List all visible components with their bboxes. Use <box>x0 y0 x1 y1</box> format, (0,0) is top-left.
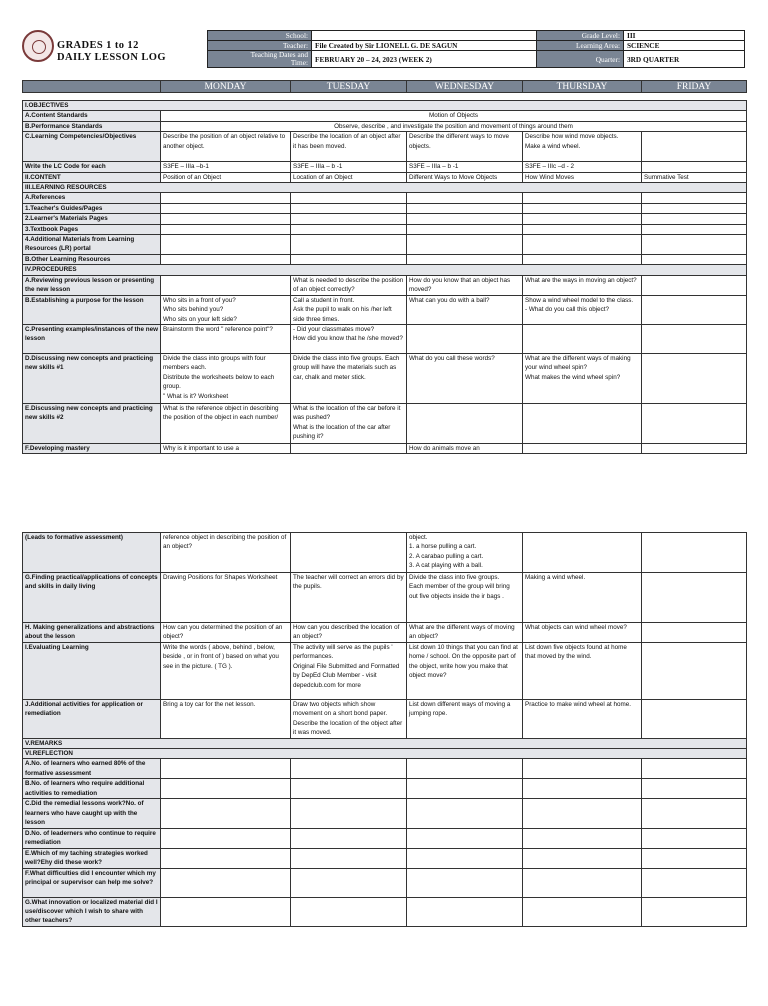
table-cell: Draw two objects which show movement on a short bond paper. Describe the location of the object after it was moved. <box>291 700 407 739</box>
day-header: WEDNESDAY <box>407 81 523 93</box>
table-cell: - Did your classmates move? How did you know that he /she moved? <box>291 324 407 353</box>
table-cell: Practice to make wind wheel at home. <box>523 700 642 739</box>
teacher-value: File Created by Sir LIONELL G. DE SAGUN <box>312 41 537 51</box>
row-label: A.No. of learners who earned 80% of the formative assessment <box>23 759 161 779</box>
table-cell <box>523 533 642 573</box>
table-cell: S3FE – IIIa – b -1 <box>291 162 407 172</box>
row-label: D.No. of leaderners who continue to require remediation <box>23 828 161 848</box>
table-cell <box>523 443 642 453</box>
row-label: Write the LC Code for each <box>23 162 161 172</box>
table-cell: How do you know that an object has moved? <box>407 275 523 295</box>
table-cell: Brainstorm the word " reference point"? <box>161 324 291 353</box>
table-cell <box>523 403 642 443</box>
table-cell: S3FE – IIIc –d - 2 <box>523 162 642 172</box>
table-cell: List down 10 things that you can find at home / school. On the opposite part of the object, write how you make that object move? <box>407 643 523 700</box>
row-label: J.Additional activities for application or remediation <box>23 700 161 739</box>
table-cell: What do you call these words? <box>407 353 523 403</box>
row-label: B.Establishing a purpose for the lesson <box>23 295 161 324</box>
table-cell: What is needed to describe the position of an object correctly? <box>291 275 407 295</box>
table-cell: Summative Test <box>642 172 747 182</box>
row-label: B.No. of learners who require additional activities to remediation <box>23 779 161 799</box>
performance-standards-value: Observe, describe , and investigate the position and movement of things around them <box>161 121 747 131</box>
table-cell: Divide the class into five groups. Each group will have the materials such as car, chalk and meter stick. <box>291 353 407 403</box>
teacher-label: Teacher: <box>208 41 312 51</box>
table-cell <box>161 275 291 295</box>
table-cell: Location of an Object <box>291 172 407 182</box>
deped-seal-icon <box>22 30 54 62</box>
table-cell: The teacher will correct an errors did by the pupils. <box>291 573 407 623</box>
table-cell: S3FE – IIIa – b -1 <box>407 162 523 172</box>
row-label: 3.Textbook Pages <box>23 224 161 234</box>
quarter-label: Quarter: <box>537 51 624 68</box>
area-value: SCIENCE <box>624 41 745 51</box>
row-label: B.Other Learning Resources <box>23 254 161 264</box>
table-cell: Write the words ( above, behind , below, beside , or in front of ) based on what you see in the picture. ( TG ). <box>161 643 291 700</box>
table-cell: Describe how wind move objects. Make a wind wheel. <box>523 132 642 162</box>
objectives-heading: I.OBJECTIVES <box>23 101 747 111</box>
table-cell: Describe the different ways to move objects. <box>407 132 523 162</box>
table-cell <box>407 403 523 443</box>
table-cell <box>642 623 747 643</box>
row-label: II.CONTENT <box>23 172 161 182</box>
table-cell <box>642 275 747 295</box>
day-header: FRIDAY <box>642 81 747 93</box>
table-cell: How can you described the location of an object? <box>291 623 407 643</box>
dll-header <box>22 30 746 68</box>
table-cell: What are the different ways of moving an object? <box>407 623 523 643</box>
table-cell: What are the different ways of making your wind wheel spin? What makes the wind wheel spin? <box>523 353 642 403</box>
table-cell: Divide the class into groups with four members each. Distribute the worksheets below to each group. " What is it? Worksheet <box>161 353 291 403</box>
row-label: C.Presenting examples/instances of the new lesson <box>23 324 161 353</box>
table-cell <box>642 324 747 353</box>
table-cell <box>642 353 747 403</box>
table-cell: Bring a toy car for the net lesson. <box>161 700 291 739</box>
day-header: MONDAY <box>161 81 291 93</box>
table-cell <box>642 403 747 443</box>
table-cell: Call a student in front. Ask the pupil to walk on his /her left side three times. <box>291 295 407 324</box>
row-label: A.Reviewing previous lesson or presenting the new lesson <box>23 275 161 295</box>
table-cell: What is the reference object in describing the position of the object in each number/ <box>161 403 291 443</box>
row-label: I.Evaluating Learning <box>23 643 161 700</box>
table-cell: Describe the position of an object relative to another object. <box>161 132 291 162</box>
area-label: Learning Area: <box>537 41 624 51</box>
row-label: 1.Teacher's Guides/Pages <box>23 203 161 213</box>
table-cell <box>291 533 407 573</box>
table-cell: Position of an Object <box>161 172 291 182</box>
logo-text: GRADES 1 to 12 DAILY LESSON LOG <box>57 40 166 63</box>
school-value <box>312 31 537 41</box>
table-cell: List down different ways of moving a jumping rope. <box>407 700 523 739</box>
table-cell: How Wind Moves <box>523 172 642 182</box>
row-label: E.Discussing new concepts and practicing new skills #2 <box>23 403 161 443</box>
row-label: G.Finding practical/applications of concepts and skills in daily living <box>23 573 161 623</box>
row-label: (Leads to formative assessment) <box>23 533 161 573</box>
table-cell: What can you do with a ball? <box>407 295 523 324</box>
table-cell: The activity will serve as the pupils ' performances. Original File Submitted and Formatted by DepEd Club Member - visit depedclub.com for more <box>291 643 407 700</box>
table-cell <box>642 700 747 739</box>
row-label: 4.Additional Materials from Learning Resources (LR) portal <box>23 235 161 255</box>
procedures-heading: IV.PROCEDURES <box>23 265 747 275</box>
dates-value: FEBRUARY 20 – 24, 2023 (WEEK 2) <box>312 51 537 68</box>
table-cell: How can you determined the position of an object? <box>161 623 291 643</box>
quarter-value: 3RD QUARTER <box>624 51 745 68</box>
row-label: G.What innovation or localized material did I use/discover which I wish to share with other teachers? <box>23 897 161 926</box>
table-cell <box>642 443 747 453</box>
day-header-blank <box>23 81 161 93</box>
grade-label: Grade Level: <box>537 31 624 41</box>
school-label: School: <box>208 31 312 41</box>
row-label: A.References <box>23 193 161 203</box>
table-cell <box>642 643 747 700</box>
row-label: F.What difficulties did I encounter which my principal or supervisor can help me solve? <box>23 868 161 897</box>
table-cell: Making a wind wheel. <box>523 573 642 623</box>
day-header: TUESDAY <box>291 81 407 93</box>
table-cell: Why is it important to use a <box>161 443 291 453</box>
row-label: A.Content Standards <box>23 111 161 121</box>
table-cell <box>642 132 747 162</box>
table-cell: What objects can wind wheel move? <box>523 623 642 643</box>
row-label: B.Performance Standards <box>23 121 161 131</box>
lesson-grid-page2 <box>22 532 747 927</box>
table-cell: List down five objects found at home that moved by the wind. <box>523 643 642 700</box>
row-label: D.Discussing new concepts and practicing new skills #1 <box>23 353 161 403</box>
table-cell: Show a wind wheel model to the class. - What do you call this object? <box>523 295 642 324</box>
header-info-table <box>207 30 745 68</box>
table-cell <box>642 533 747 573</box>
table-cell <box>407 324 523 353</box>
table-cell: Divide the class into five groups. Each member of the group will bring out five objects inside the ir bags . <box>407 573 523 623</box>
table-cell: What is the location of the car before it was pushed? What is the location of the car after pushing it? <box>291 403 407 443</box>
table-cell: Who sits in a front of you? Who sits behind you? Who sits on your left side? <box>161 295 291 324</box>
day-header-row <box>22 80 747 93</box>
lesson-grid-page1 <box>22 100 747 454</box>
dates-label: Teaching Dates and Time: <box>208 51 312 68</box>
row-label: E.Which of my taching strategies worked well?Ehy did these work? <box>23 848 161 868</box>
row-label: C.Did the remedial lessons work?No. of learners who have caught up with the lesson <box>23 799 161 828</box>
table-cell <box>642 295 747 324</box>
table-cell: Different Ways to Move Objects <box>407 172 523 182</box>
table-cell <box>642 573 747 623</box>
row-label: H. Making generalizations and abstractions about the lesson <box>23 623 161 643</box>
content-standards-value: Motion of Objects <box>161 111 747 121</box>
reflection-heading: VI.REFLECTION <box>23 749 747 759</box>
table-cell: S3FE – IIIa –b-1 <box>161 162 291 172</box>
table-cell: object. 1. a horse pulling a cart. 2. A carabao pulling a cart. 3. A cat playing with a ball. <box>407 533 523 573</box>
day-header: THURSDAY <box>523 81 642 93</box>
row-label: F.Developing mastery <box>23 443 161 453</box>
resources-heading: III.LEARNING RESOURCES <box>23 183 747 193</box>
row-label: C.Learning Competencies/Objectives <box>23 132 161 162</box>
table-cell: Drawing Positions for Shapes Worksheet <box>161 573 291 623</box>
table-cell: Describe the location of an object after it has been moved. <box>291 132 407 162</box>
table-cell <box>642 162 747 172</box>
grade-value: III <box>624 31 745 41</box>
row-label: 2.Learner's Materials Pages <box>23 214 161 224</box>
table-cell: What are the ways in moving an object? <box>523 275 642 295</box>
table-cell <box>523 324 642 353</box>
table-cell <box>291 443 407 453</box>
remarks-heading: V.REMARKS <box>23 738 747 748</box>
table-cell: reference object in describing the position of an object? <box>161 533 291 573</box>
table-cell: How do animals move an <box>407 443 523 453</box>
